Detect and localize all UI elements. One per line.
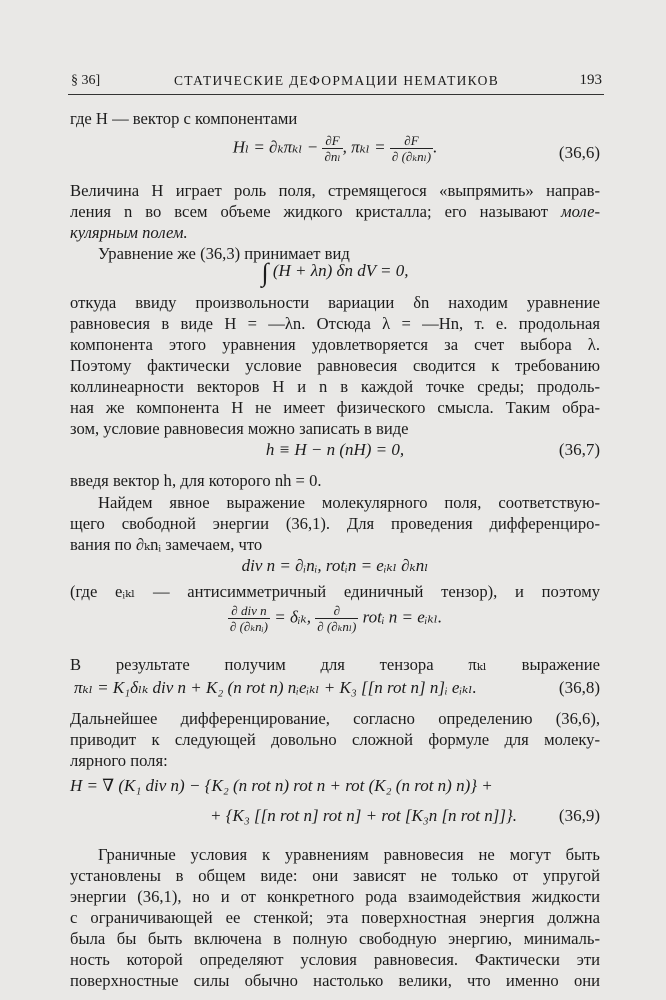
fraction (315, 603, 358, 634)
text-span: ления n во всем объеме жидкого кристалла; его называют (70, 202, 561, 221)
italic-term-line: кулярным полем. (70, 223, 188, 242)
eq-part: rotᵢ n = eᵢₖₗ. (358, 607, 443, 627)
text-line: щего свободной энергии (36,1). Для проведения дифференциро- (70, 514, 600, 533)
text-line: В результате получим для тензора πₖₗ выражение (70, 655, 600, 674)
text-line: откуда ввиду произвольности вариации δn находим уравнение (70, 293, 600, 312)
equation-number: (36,9) (558, 806, 600, 825)
text-line: Уравнение же (36,3) принимает вид (98, 244, 350, 263)
text-line: где H — вектор с компонентами (70, 109, 298, 128)
text-line (70, 201, 600, 222)
frac-den: ∂nₗ (324, 149, 341, 164)
fraction (390, 133, 433, 164)
eq-part: (H + λn) δn dV = 0, (272, 261, 409, 280)
frac-num: ∂F (322, 133, 342, 149)
running-header (71, 71, 602, 93)
eq-body: div n = ∂ᵢnᵢ, rotᵢn = eᵢₖₗ ∂ₖnₗ (241, 556, 429, 575)
integral-sign: ∫ (261, 258, 269, 287)
eq-line: + {K₃ [[n rot n] rot n] + rot [K₃n [n rot n]]}. (210, 806, 518, 825)
frac-num: ∂F (390, 133, 433, 149)
text-line: Дальнейшее дифференцирование, согласно определению (36,6), (70, 709, 600, 728)
text-line: энергии (36,1), но и от конкретного рода взаимодействия жидкости (70, 887, 600, 906)
eq-line: H = ∇ (K₁ div n) − {K₂ (n rot n) rot n + rot (K₂ (n rot n) n)} + (70, 776, 493, 795)
equation-36-6 (70, 133, 600, 177)
equation-number: (36,7) (558, 440, 600, 459)
eq-part: = δᵢₖ, (269, 607, 316, 627)
text-line: Величина H играет роль поля, стремящегося «выпрямить» направ- (70, 181, 600, 200)
frac-num: ∂ (315, 603, 358, 619)
text-line: приводит к следующей довольно сложной формуле для молеку- (70, 730, 600, 749)
frac-den: ∂ (∂ₖnₗ) (391, 149, 432, 164)
text-line: введя вектор h, для которого nh = 0. (70, 471, 322, 490)
text-line: Граничные условия к уравнениям равновесия не могут быть (98, 845, 600, 864)
text-line: лярного поля: (70, 751, 168, 770)
text-line: ность которой определяют условия равновесия. Фактически эти (70, 950, 600, 969)
frac-den: ∂ (∂ₖnₗ) (317, 619, 357, 634)
running-title: СТАТИЧЕСКИЕ ДЕФОРМАЦИИ НЕМАТИКОВ (173, 73, 500, 88)
page-number: 193 (579, 72, 602, 88)
text-line: установлены в общем виде: они зависят не только от упругой (70, 866, 600, 885)
text-line: равновесия в виде H = —λn. Отсюда λ = —Hn, т. е. продольная (70, 314, 600, 333)
frac-num: ∂ div n (228, 603, 270, 619)
eq-part: , πₖₗ = (342, 137, 390, 157)
equation-number: (36,8) (558, 678, 600, 697)
text-line: Поэтому фактически условие равновесия сводится к требованию (70, 356, 600, 375)
frac-den: ∂ (∂ₖnᵢ) (229, 619, 268, 634)
equation-36-9 (70, 776, 600, 836)
text-line: ная же компонента H не имеет физического смысла. Таким обра- (70, 398, 600, 417)
text-line: вания по ∂ₖnᵢ замечаем, что (70, 535, 263, 554)
eq-part: . (433, 137, 438, 157)
equation-number: (36,6) (558, 143, 600, 162)
text-line: зом, условие равновесия можно записать в виде (70, 419, 409, 438)
text-line: была бы быть включена в полную свободную энергию, минималь- (70, 929, 600, 948)
section-mark: § 36] (71, 73, 101, 88)
text-line: поверхностные силы обычно настолько велики, что именно они (70, 971, 600, 990)
fraction (228, 603, 270, 634)
text-line: (где eᵢₖₗ — антисимметричный единичный тензор), и поэтому (70, 582, 600, 601)
eq-body: h ≡ H − n (nH) = 0, (265, 440, 405, 459)
text-line: Найдем явное выражение молекулярного поля, соответствую- (98, 493, 600, 512)
header-rule (68, 94, 604, 95)
fraction (322, 133, 342, 164)
equation-derivatives (70, 603, 600, 647)
text-line: компонента этого уравнения удовлетворяется за счет выбора λ. (70, 335, 600, 354)
eq-body: πₖₗ = K₁δₗₖ div n + K₂ (n rot n) nᵢeᵢₖₗ + K₃ [[n rot n] n]ᵢ eᵢₖₗ. (74, 678, 477, 697)
text-line: коллинеарности векторов H и n в каждой точке среды; продоль- (70, 377, 600, 396)
eq-part: Hₗ = ∂ₖπₖₗ − (232, 137, 323, 157)
italic-term: моле- (560, 202, 600, 221)
text-line: с ограничивающей ее стенкой; эта поверхностная энергия должна (70, 908, 600, 927)
